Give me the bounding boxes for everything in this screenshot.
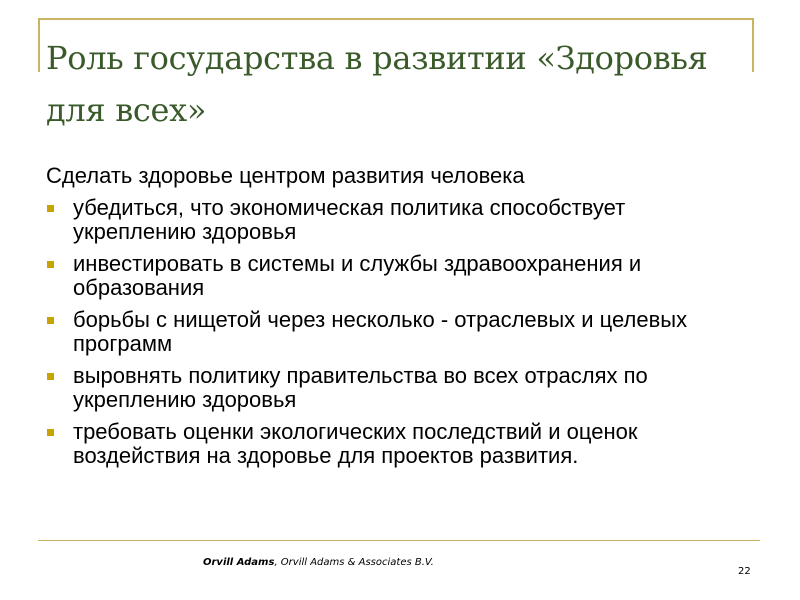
bullet-list <box>46 196 746 468</box>
page-number: 22 <box>738 566 751 577</box>
author-affiliation: , Orvill Adams & Associates B.V. <box>274 557 434 568</box>
square-bullet-icon <box>47 373 54 380</box>
bullet-text: требовать оценки экологических последствий и оценок воздействия на здоровье для проектов развития. <box>73 419 638 468</box>
bullet-item <box>46 364 746 412</box>
square-bullet-icon <box>47 429 54 436</box>
intro-text: Сделать здоровье центром развития человека <box>46 163 525 188</box>
bullet-item <box>46 420 746 468</box>
bullet-item <box>46 308 746 356</box>
frame-left-line <box>38 18 40 72</box>
square-bullet-icon <box>47 317 54 324</box>
bullet-text: инвестировать в системы и службы здравоохранения и образования <box>73 251 642 300</box>
bullet-text: борьбы с нищетой через несколько - отраслевых и целевых программ <box>73 307 688 356</box>
footer-author <box>203 557 434 568</box>
bullet-item <box>46 252 746 300</box>
bullet-text: выровнять политику правительства во всех отраслях по укреплению здоровья <box>73 363 648 412</box>
bullet-text: убедиться, что экономическая политика способствует укреплению здоровья <box>73 195 626 244</box>
footer-divider <box>38 540 760 541</box>
bullet-item <box>46 196 746 244</box>
slide-body <box>46 162 746 476</box>
frame-top-line <box>38 18 753 20</box>
author-name: Orvill Adams <box>203 557 275 568</box>
square-bullet-icon <box>47 205 54 212</box>
slide-title: Роль государства в развитии «Здоровья для всех» <box>46 39 708 129</box>
square-bullet-icon <box>47 261 54 268</box>
